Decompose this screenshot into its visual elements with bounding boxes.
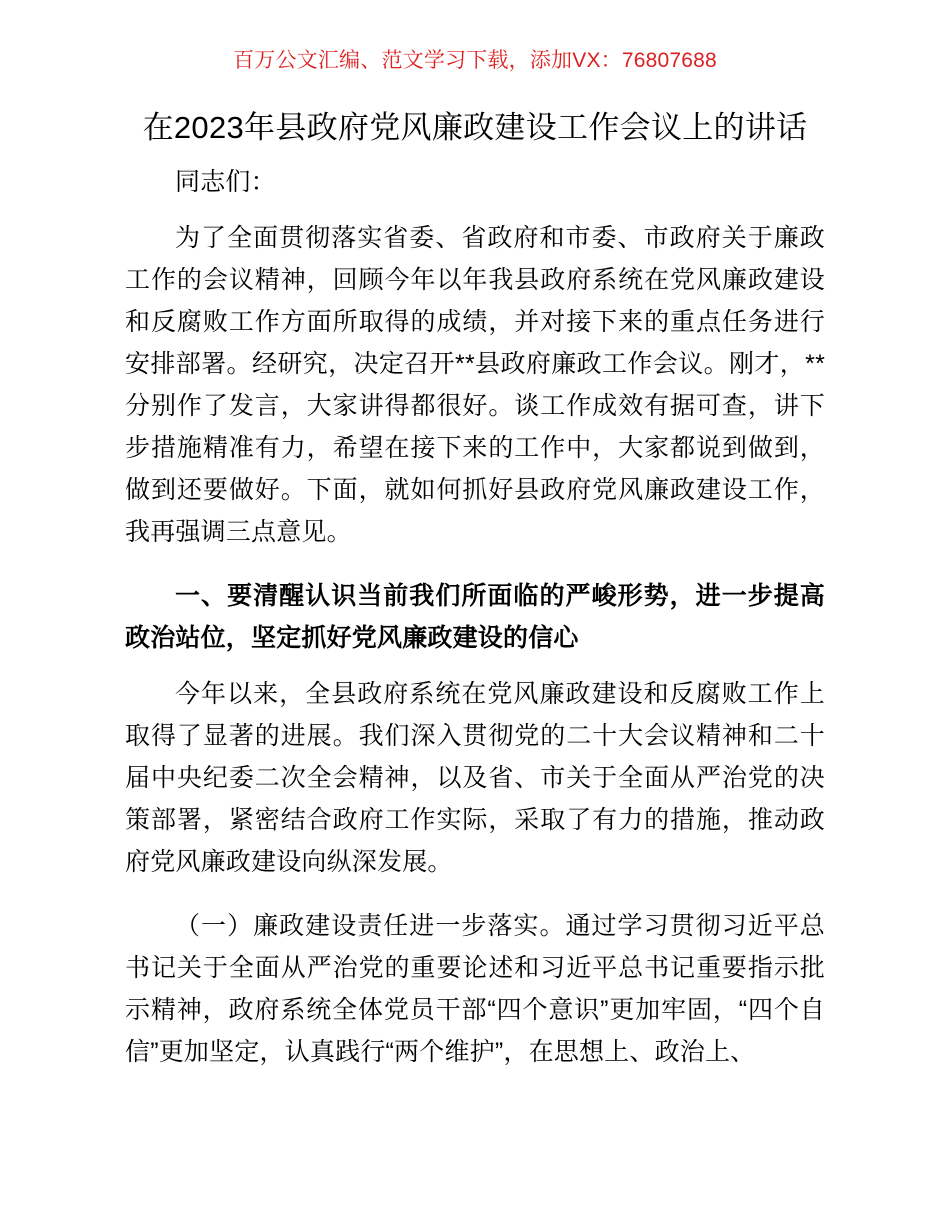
document-body xyxy=(125,104,825,1073)
spacer xyxy=(125,553,825,575)
promo-header-banner: 百万公文汇编、范文学习下载，添加VX：76807688 xyxy=(233,49,717,72)
paragraph-subsection-one: （一）廉政建设责任进一步落实。通过学习贯彻习近平总书记关于全面从严治党的重要论述和习近平总书记重要指示批示精神，政府系统全体党员干部“四个意识”更加牢固，“四个自信”更加坚定，认真践行“两个维护”，在思想上、政治上、 xyxy=(125,912,825,1066)
paragraph-intro: 为了全面贯彻落实省委、省政府和市委、市政府关于廉政工作的会议精神，回顾今年以年我县政府系统在党风廉政建设和反腐败工作方面所取得的成绩，并对接下来的重点任务进行安排部署。经研究，决定召开**县政府廉政工作会议。刚才，**分别作了发言，大家讲得都很好。谈工作成效有据可查，讲下步措施精准有力，希望在接下来的工作中，大家都说到做到，做到还要做好。下面，就如何抓好县政府党风廉政建设工作，我再强调三点意见。 xyxy=(125,224,825,546)
salutation: 同志们： xyxy=(175,168,276,196)
document-title: 在2023年县政府党风廉政建设工作会议上的讲话 xyxy=(142,110,808,145)
spacer xyxy=(125,659,825,673)
spacer xyxy=(125,203,825,217)
section-heading-one: 一、要清醒认识当前我们所面临的严峻形势，进一步提高政治站位，坚定抓好党风廉政建设的信心 xyxy=(125,582,825,652)
paragraph-progress: 今年以来，全县政府系统在党风廉政建设和反腐败工作上取得了显著的进展。我们深入贯彻党的二十大会议精神和二十届中央纪委二次全会精神，以及省、市关于全面从严治党的决策部署，紧密结合政府工作实际，采取了有力的措施，推动政府党风廉政建设向纵深发展。 xyxy=(125,680,825,876)
spacer xyxy=(125,883,825,905)
